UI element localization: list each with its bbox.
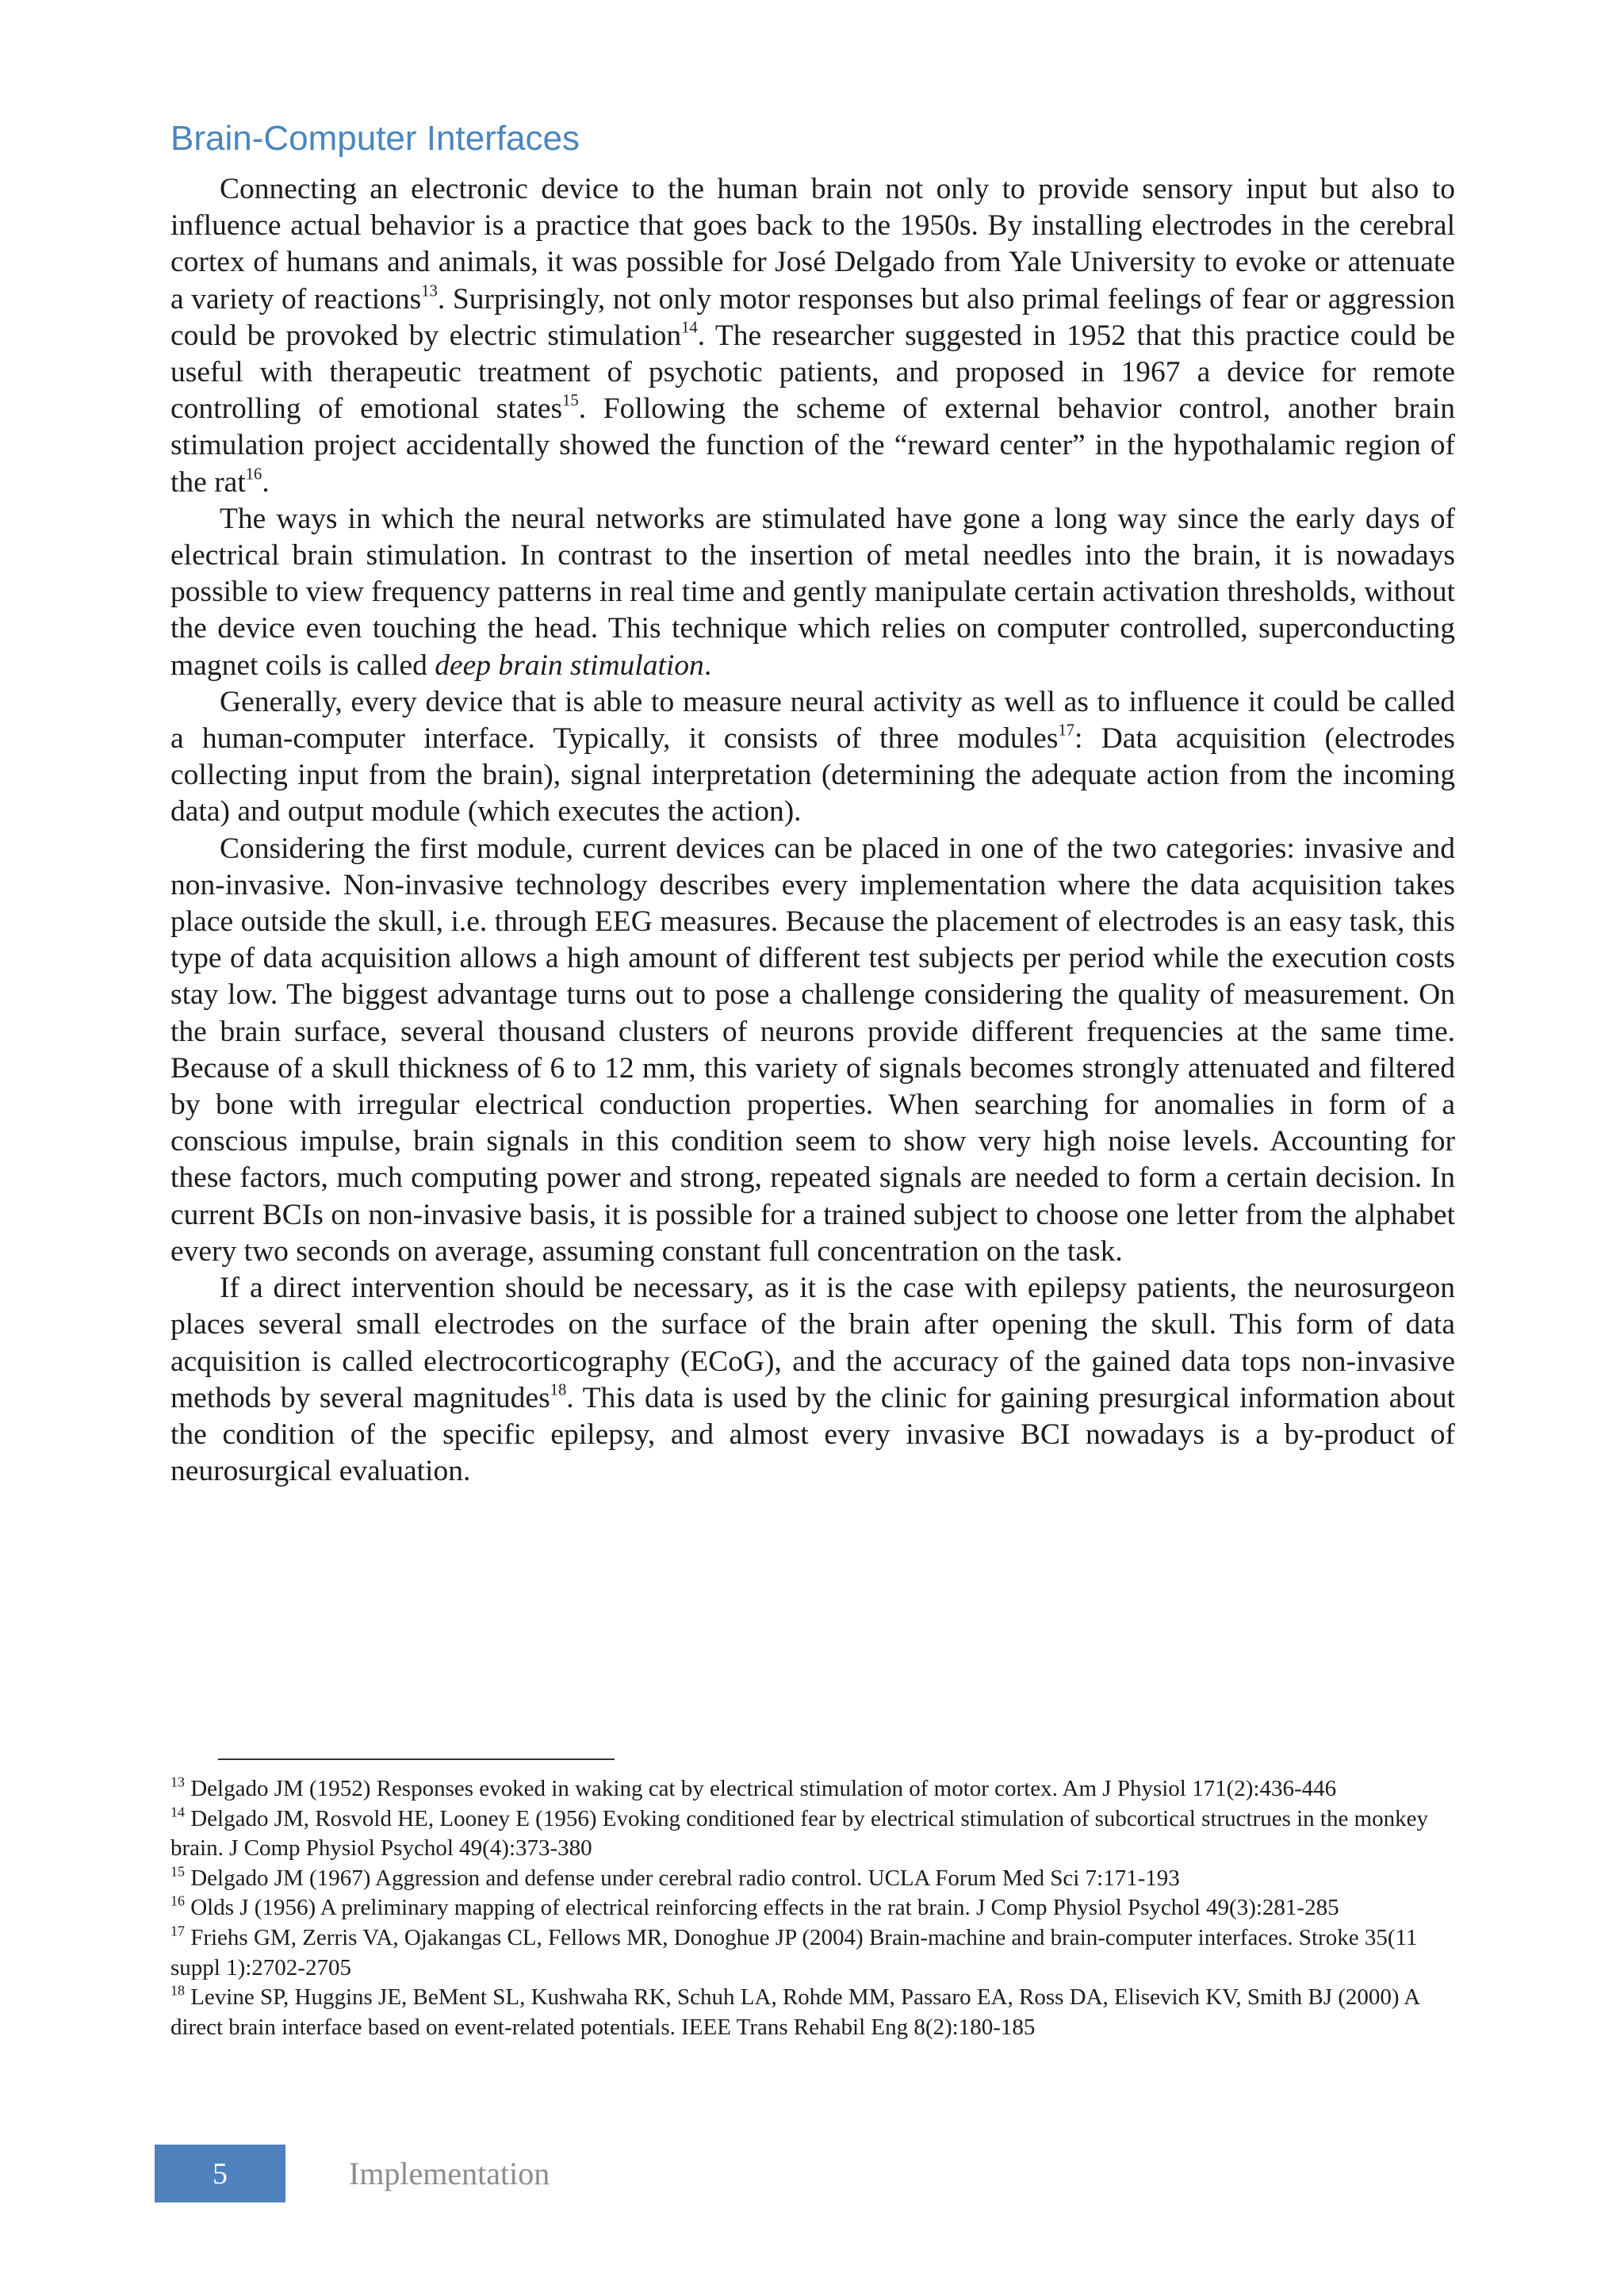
footnote <box>170 1864 1455 1894</box>
paragraph <box>170 831 1455 1270</box>
body-text <box>170 171 1455 1490</box>
footnotes <box>170 1774 1455 2042</box>
footnote-ref: 13 <box>421 282 438 300</box>
text-run: . The researcher suggested in 1952 that this practice could be useful with therapeutic treatment of psychotic patients, and proposed in 1967 a device for remote controlling of emotional states <box>170 319 1455 426</box>
section-title: Brain-Computer Interfaces <box>170 119 580 158</box>
footnote <box>170 1804 1455 1864</box>
footnote-text: Delgado JM (1952) Responses evoked in waking cat by electrical stimulation of motor cortex. Am J Physiol 171(2):436-446 <box>190 1776 1337 1801</box>
footnote-ref: 14 <box>681 319 698 337</box>
text-run: The ways in which the neural networks are stimulated have gone a long way since the early days of electrical brain stimulation. In contrast to the insertion of metal needles into the brain, it is nowadays possible to view frequency patterns in real time and gently manipulate certain activation thresholds, without the device even touching the head. This technique which relies on computer controlled, superconducting magnet coils is called <box>170 502 1455 682</box>
footnote-text: Delgado JM (1967) Aggression and defense under cerebral radio control. UCLA Forum Med Sci 7:171-193 <box>190 1865 1180 1891</box>
footnote-number: 14 <box>170 1803 185 1820</box>
text-run: . Surprisingly, not only motor responses but also primal feelings of fear or aggression could be provoked by electric stimulation <box>170 282 1455 352</box>
paragraph <box>170 1270 1455 1490</box>
page-number: 5 <box>213 2156 228 2191</box>
text-run: . This data is used by the clinic for gaining presurgical information about the condition of the specific epilepsy, and almost every invasive BCI nowadays is a by-product of neurosurgical evaluation. <box>170 1381 1455 1488</box>
footnote-text: Delgado JM, Rosvold HE, Looney E (1956) Evoking conditioned fear by electrical stimulation of subcortical structrues in the monkey brain. J Comp Physiol Psychol 49(4):373-380 <box>170 1805 1429 1862</box>
footnote <box>170 1893 1455 1923</box>
paragraph <box>170 171 1455 501</box>
footnote <box>170 1923 1455 1983</box>
footnote <box>170 1774 1455 1804</box>
footnote-text: Levine SP, Huggins JE, BeMent SL, Kushwaha RK, Schuh LA, Rohde MM, Passaro EA, Ross DA, Elisevich KV, Smith BJ (2000) A direct brain interface based on event-related potentials. IEEE Trans Rehabil Eng 8(2):180-185 <box>170 1984 1419 2040</box>
text-run: . <box>703 649 712 682</box>
footnote-number: 18 <box>170 1982 185 1999</box>
footnote-ref: 16 <box>245 465 262 484</box>
footnote-ref: 18 <box>550 1381 567 1399</box>
footnote-divider <box>218 1758 615 1760</box>
footnote-number: 16 <box>170 1892 185 1909</box>
text-run: Connecting an electronic device to the human brain not only to provide sensory input but also to influence actual behavior is a practice that goes back to the 1950s. By installing electrodes in the cerebral cortex of humans and animals, it was possible for José Delgado from Yale University to evoke or attenuate a variety of reactions <box>170 173 1455 316</box>
text-run: : Data acquisition (electrodes collecting input from the brain), signal interpretation (determining the adequate action from the incoming data) and output module (which executes the action). <box>170 722 1456 828</box>
page-footer <box>155 2145 550 2202</box>
paragraph <box>170 501 1455 684</box>
text-run: Considering the first module, current devices can be placed in one of the two categories: invasive and non-invasive. Non-invasive technology describes every implementation where the data acquisition takes place outside the skull, i.e. through EEG measures. Because the placement of electrodes is an easy task, this type of data acquisition allows a high amount of different test subjects per period while the execution costs stay low. The biggest advantage turns out to pose a challenge considering the quality of measurement. On the brain surface, several thousand clusters of neurons provide different frequencies at the same time. Because of a skull thickness of 6 to 12 mm, this variety of signals becomes strongly attenuated and filtered by bone with irregular electrical conduction properties. When searching for anomalies in form of a conscious impulse, brain signals in this condition seem to show very high noise levels. Accounting for these factors, much computing power and strong, repeated signals are needed to form a certain decision. In current BCIs on non-invasive basis, it is possible for a trained subject to choose one letter from the alphabet every two seconds on average, assuming constant full concentration on the task. <box>170 832 1455 1268</box>
page-number-box <box>155 2145 285 2202</box>
paragraph <box>170 684 1455 831</box>
footnote-ref: 15 <box>562 392 579 410</box>
footnote-text: Olds J (1956) A preliminary mapping of electrical reinforcing effects in the rat brain. J Comp Physiol Psychol 49(3):281-285 <box>190 1895 1339 1921</box>
text-run: Generally, every device that is able to measure neural activity as well as to influence it could be called a human-computer interface. Typically, it consists of three modules <box>170 685 1455 756</box>
footnote-number: 15 <box>170 1863 185 1880</box>
footnote <box>170 1983 1455 2042</box>
footnote-number: 17 <box>170 1923 185 1939</box>
footnote-ref: 17 <box>1058 721 1075 740</box>
footnote-text: Friehs GM, Zerris VA, Ojakangas CL, Fellows MR, Donoghue JP (2004) Brain-machine and brain-computer interfaces. Stroke 35(11 suppl 1):2702-2705 <box>170 1924 1418 1980</box>
text-run: . <box>262 465 270 499</box>
text-run: . Following the scheme of external behavior control, another brain stimulation project accidentally showed the function of the “reward center” in the hypothalamic region of the rat <box>170 392 1455 499</box>
emphasis-text: deep brain stimulation <box>435 649 704 682</box>
footer-section-label: Implementation <box>349 2156 550 2191</box>
footnote-number: 13 <box>170 1774 185 1790</box>
text-run: If a direct intervention should be necessary, as it is the case with epilepsy patients, the neurosurgeon places several small electrodes on the surface of the brain after opening the skull. This form of data acquisition is called electrocorticography (ECoG), and the accuracy of the gained data tops non-invasive methods by several magnitudes <box>170 1272 1455 1414</box>
